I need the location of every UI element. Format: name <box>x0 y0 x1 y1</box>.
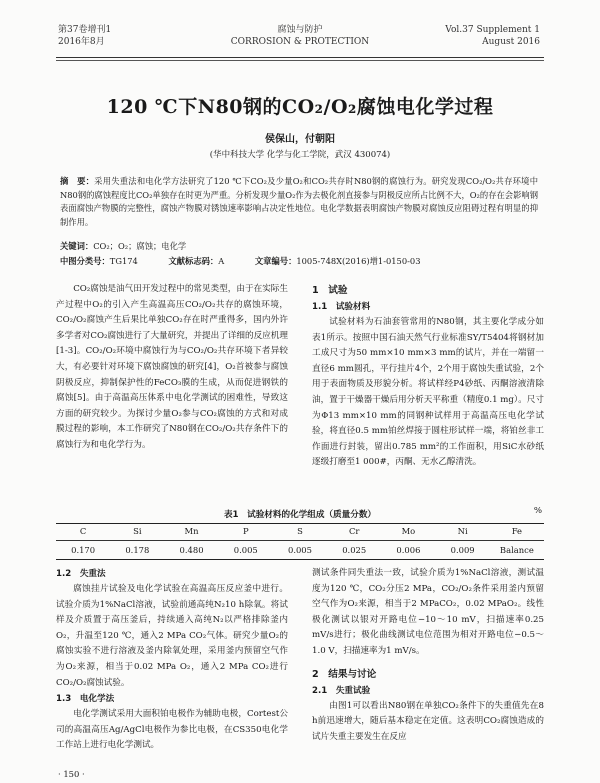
journal-volume-info-en <box>445 24 540 48</box>
section-2-heading: 2 结果与讨论 <box>312 668 377 680</box>
volume-issue-en: Vol.37 Supplement 1 <box>445 25 540 35</box>
journal-name-zh: 腐蚀与防护 <box>277 25 323 35</box>
keywords-text: CO₂；O₂；腐蚀；电化学 <box>93 241 187 251</box>
table-top-rule <box>56 523 544 524</box>
table-header-cell: Ni <box>457 526 468 536</box>
abstract-text: 采用失重法和电化学方法研究了120 ℃下CO₂及少量O₂和CO₂共存时N80钢的腐蚀行为。研究发现CO₂/O₂共存环境中N80钢的腐蚀程度比CO₂单独存在时更为严重。分析发现少量O₂作为去极化剂直接参与阴极反应所占比例不大，O₂的存在会影响钢表面腐蚀产物膜的完整性，腐蚀产物膜对锈蚀速率影响占决定性地位。电化学数据表明腐蚀产物膜对腐蚀反应阻碍过程有明显的抑制作用。 <box>60 176 538 227</box>
article-id-value: 1005-748X(2016)增1-0150-03 <box>296 256 421 266</box>
table-cell: Balance <box>499 545 534 555</box>
volume-issue: 第37卷增刊1 <box>58 25 112 35</box>
table-header-cell: P <box>242 526 249 536</box>
clc-value: TG174 <box>109 256 138 266</box>
table-header-cell: S <box>297 526 303 536</box>
table-bottom-rule <box>56 559 544 560</box>
table-cell: 0.006 <box>396 545 421 555</box>
intro-column <box>56 282 288 454</box>
table-cell: 0.170 <box>71 545 96 555</box>
materials-paragraph: 试验材料为石油套管常用的N80钢，其主要化学成分如表1所示。按照中国石油天然气行业标准SY/T5404将钢材加工成尺寸为50 mm×10 mm×3 mm的试片，并在一端留一直径6 mm圆孔，平行挂片4个，2个用于腐蚀失重试验，2个用于表面物质及形貌分析。将试样经P4砂纸、丙酮溶液清除油，置于干燥器干燥后用分析天平称重（精度0.1 mg）。尺寸为Φ13 mm×10 mm的同钢种试样用于高温高压电化学试验，将直径0.5 mm铂丝焊接于圆柱形试样一端，将铂丝非工作面进行封装，留出0.785 mm²的工作面积，用SiC水砂纸逐级打磨至1 000#，丙酮、无水乙醇清洗。 <box>312 317 544 468</box>
section-1-1-heading: 1.1 试验材料 <box>312 302 371 312</box>
abstract-label: 摘 要： <box>60 176 95 186</box>
table-cell: 0.480 <box>179 545 204 555</box>
section-1-3-heading: 1.3 电化学法 <box>56 694 115 705</box>
authors: 侯保山，付朝阳 <box>265 134 335 145</box>
header-rule-thin <box>56 60 544 61</box>
table-cell: 0.178 <box>125 545 150 555</box>
table-header-row <box>56 526 544 536</box>
classification-line <box>60 255 538 267</box>
publication-date: 2016年8月 <box>58 37 105 47</box>
paper-title: 120 ℃下N80钢的CO₂/O₂腐蚀电化学过程 <box>106 96 494 118</box>
keywords-label: 关键词： <box>60 241 94 251</box>
header-rule <box>56 57 544 58</box>
table-header-cell: Cr <box>348 526 360 536</box>
section-1-heading: 1 试验 <box>312 285 348 296</box>
table-cell: 0.025 <box>342 545 367 555</box>
table-header-cell: Mn <box>184 526 199 536</box>
electrochem-continued-paragraph: 测试条件同失重法一致，试验介质为1%NaCl溶液，测试温度为120 ℃，CO₂分压2 MPa，CO₂/O₂条件采用釜内预留空气作为O₂来源，相当于2 MPaCO₂，0.02 MPaO₂。线性极化测试以银对开路电位−10～10 mV，扫描速率0.25 mV/s进行；极化曲线测试电位范围为相对开路电位−0.5～1.0 V，扫描速率为1 mV/s。 <box>312 568 544 656</box>
table-unit: % <box>533 506 542 516</box>
table-header-cell: Fe <box>511 526 523 536</box>
table-cell: 0.009 <box>450 545 475 555</box>
journal-name-en: CORROSION & PROTECTION <box>230 37 370 47</box>
keywords <box>60 240 538 252</box>
table-cell: 0.005 <box>233 545 258 555</box>
page-number: · 150 · <box>58 769 85 779</box>
clc-label: 中图分类号： <box>60 256 110 266</box>
methods-column <box>56 566 288 754</box>
table-caption: 表1 试验材料的化学组成（质量分数） <box>223 510 377 520</box>
publication-date-en: August 2016 <box>482 37 540 47</box>
results-column <box>312 566 544 745</box>
section-1-2-heading: 1.2 失重法 <box>56 569 106 579</box>
intro-paragraph: CO₂腐蚀是油气田开发过程中的常见类型，由于在实际生产过程中O₂的引入产生高温高压CO₂/O₂共存的腐蚀环境，CO₂/O₂腐蚀产生后果比单独CO₂存在时严重得多，国内外许多学者对CO₂腐蚀进行了大量研究，并提出了详细的反应机理[1-3]。CO₂/O₂环境中腐蚀行为与CO₂/O₂共存环境下者异较大，有必要针对环境下腐蚀腐蚀的研究[4]，O₂首被参与腐蚀阴极反应，抑制保护性的FeCO₃膜的生成，从而促进钢铁的腐蚀[5]。由于高温高压体系中电化学测试的困难性，导致这方面的研究较少。为探讨少量O₂参与CO₂腐蚀的方式和对成膜过程的影响，本工作研究了N80钢在CO₂/O₂共存条件下的腐蚀行为和电化学行为。 <box>56 284 288 450</box>
section-2-1-heading: 2.1 失重试验 <box>312 685 371 696</box>
table-row <box>56 545 544 555</box>
results-paragraph: 由图1可以看出N80钢在单独CO₂条件下的失重值先在8 h前迅速增大，随后基本稳定在定值。这表明CO₂腐蚀造成的试片失重主要发生在反应 <box>312 700 544 742</box>
affiliation: (华中科技大学 化学与化工学院，武汉 430074) <box>209 150 391 160</box>
article-id-label: 文章编号： <box>254 256 297 266</box>
table-cell: 0.005 <box>287 545 312 555</box>
table-header-cell: Mo <box>401 526 416 536</box>
table-header-cell: C <box>79 526 87 536</box>
experiment-column <box>312 282 544 471</box>
electrochem-paragraph: 电化学测试采用大面积铂电极作为辅助电极，Cortest公司的高温高压Ag/AgCl电极作为参比电极，在CS350电化学工作站上进行电化学测试。 <box>56 709 288 751</box>
doc-code-value: A <box>218 256 225 266</box>
table-mid-rule <box>56 540 544 541</box>
doc-code-label: 文献标志码： <box>168 256 219 266</box>
abstract <box>60 175 538 229</box>
weight-loss-paragraph: 腐蚀挂片试验及电化学试验在高温高压反应釜中进行。试验介质为1%NaCl溶液，试验前通高纯N₂10 h除氧。将试样及介质置于高压釜后，持续通入高纯N₂以严格排除釜内O₂，升温至120 ℃，通入2 MPa CO₂气体。研究少量O₂的腐蚀实验不进行溶液及釜内除氧处理，采用釜内预留空气作为O₂来源，相当于0.02 MPa O₂，通入2 MPa CO₂进行CO₂/O₂腐蚀试验。 <box>56 584 288 688</box>
table-header-cell: Si <box>133 526 142 536</box>
